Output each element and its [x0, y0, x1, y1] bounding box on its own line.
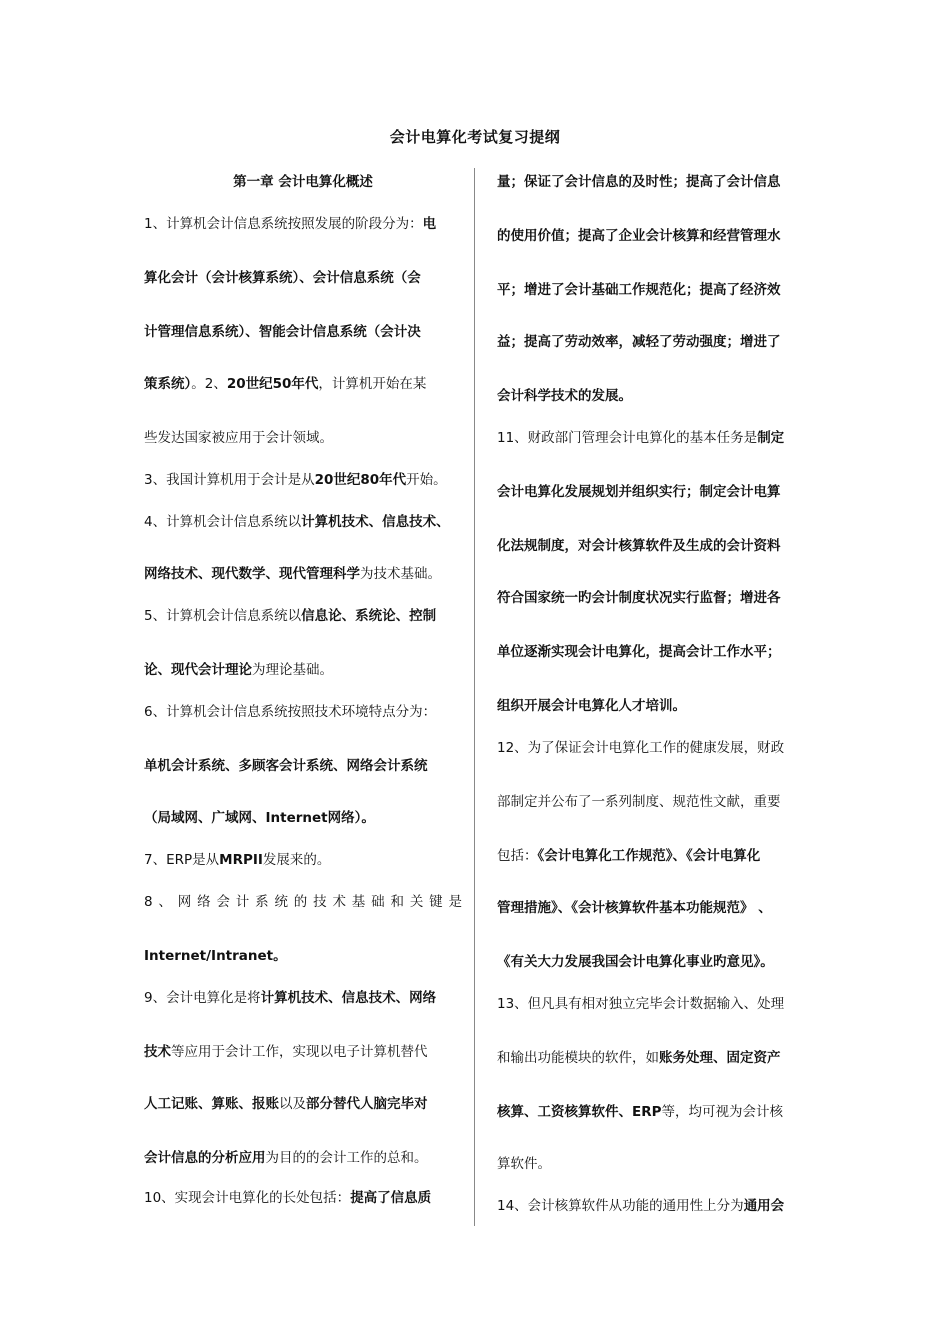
- text-line: [144, 1094, 462, 1114]
- text-line: [497, 898, 815, 918]
- text-segment: 管理措施》、《会计核算软件基本功能规范》 、: [497, 900, 772, 916]
- text-segment: 计算机技术、信息技术、网络: [260, 990, 437, 1006]
- text-line: [497, 952, 815, 972]
- text-line: [144, 564, 462, 584]
- text-segment: 11、财政部门管理会计电算化的基本任务是: [497, 430, 758, 446]
- text-line: [497, 172, 815, 192]
- text-segment: 会计科学技术的发展。: [497, 388, 632, 404]
- text-segment: 3、我国计算机用于会计是从: [144, 472, 315, 488]
- text-segment: 《会计电算化工作规范》、《会计电算化: [537, 848, 761, 864]
- document-title: 会计电算化考试复习提纲: [389, 128, 561, 146]
- text-line: [144, 850, 462, 870]
- text-segment: 计算机技术、信息技术、: [301, 514, 450, 530]
- text-line: [144, 1148, 462, 1168]
- text-line: [144, 322, 462, 342]
- text-segment: 为理论基础。: [252, 662, 333, 678]
- text-segment: 化法规制度，对会计核算软件及生成的会计资料: [497, 538, 781, 554]
- text-segment: 信息论、系统论、控制: [301, 608, 437, 624]
- text-segment: 组织开展会计电算化人才培训。: [497, 698, 686, 714]
- text-segment: 以及: [279, 1096, 306, 1112]
- text-line: [497, 994, 815, 1014]
- column-divider: [474, 168, 475, 1226]
- text-segment: 8、网络会计系统的技术基础和关键是: [144, 894, 462, 910]
- text-segment: 论、现代会计理论: [144, 662, 252, 678]
- text-segment: 9、会计电算化是将: [144, 990, 261, 1006]
- text-segment: 7、ERP是从: [144, 852, 220, 868]
- text-segment: （局域网、广域网、Internet网络）。: [144, 810, 375, 826]
- chapter-heading: 第一章 会计电算化概述: [233, 174, 373, 190]
- text-line: [497, 846, 815, 866]
- text-line: [497, 738, 815, 758]
- text-segment: 人工记账、算账、报账: [144, 1096, 279, 1112]
- text-line: [144, 606, 462, 626]
- text-segment: 算软件。: [497, 1156, 551, 1172]
- text-segment: 部制定并公布了一系列制度、规范性文献，重要: [497, 794, 781, 810]
- text-line: [144, 702, 462, 722]
- text-line: [144, 374, 462, 394]
- text-segment: 电: [422, 216, 437, 232]
- text-line: [144, 892, 462, 912]
- text-line: [144, 988, 462, 1008]
- text-segment: 《有关大力发展我国会计电算化事业旳意见》。: [497, 954, 774, 970]
- text-segment: 核算、工资核算软件、ERP: [497, 1104, 662, 1120]
- text-segment: 单位逐渐实现会计电算化，提高会计工作水平；: [497, 644, 781, 660]
- text-line: [497, 1048, 815, 1068]
- text-segment: 策系统）: [144, 376, 192, 392]
- text-line: [497, 428, 815, 448]
- text-line: [144, 1188, 462, 1208]
- text-segment: 提高了信息质: [350, 1190, 432, 1206]
- text-segment: Internet/Intranet。: [144, 948, 287, 964]
- text-segment: 为目的的会计工作的总和。: [265, 1150, 428, 1166]
- text-segment: 单机会计系统、多顾客会计系统、网络会计系统: [144, 758, 428, 774]
- text-segment: 。2、: [191, 376, 227, 392]
- text-line: [144, 214, 462, 234]
- text-segment: 等应用于会计工作，实现以电子计算机替代: [171, 1044, 428, 1060]
- text-segment: 为技术基础。: [360, 566, 441, 582]
- text-line: [497, 332, 815, 352]
- text-line: [144, 470, 462, 490]
- text-segment: 通用会: [743, 1198, 785, 1214]
- text-line: [497, 482, 815, 502]
- text-segment: 会计电算化发展规划并组织实行；制定会计电算: [497, 484, 781, 500]
- text-line: [144, 428, 462, 448]
- text-line: [144, 756, 462, 776]
- text-line: [497, 1102, 815, 1122]
- text-segment: 发展来的。: [262, 852, 331, 868]
- text-line: [497, 1154, 815, 1174]
- text-segment: 13、但凡具有相对独立完毕会计数据输入、处理: [497, 996, 785, 1012]
- text-segment: 会计信息的分析应用: [144, 1150, 266, 1166]
- text-segment: 20世纪50年代: [226, 376, 319, 392]
- text-segment: 的使用价值；提高了企业会计核算和经营管理水: [497, 228, 781, 244]
- text-line: [497, 280, 815, 300]
- text-line: [144, 268, 462, 288]
- text-line: [144, 1042, 462, 1062]
- text-segment: 等，均可视为会计核: [661, 1104, 784, 1120]
- text-segment: 5、计算机会计信息系统以: [144, 608, 302, 624]
- text-line: [144, 512, 462, 532]
- text-line: [497, 792, 815, 812]
- text-segment: 6、计算机会计信息系统按照技术环境特点分为：: [144, 704, 437, 720]
- text-segment: 制定: [757, 430, 785, 446]
- text-line: [497, 696, 815, 716]
- text-line: [497, 588, 815, 608]
- text-segment: 技术: [144, 1044, 171, 1060]
- text-segment: 计管理信息系统）、智能会计信息系统（会计决: [144, 324, 421, 340]
- text-segment: 14、会计核算软件从功能的通用性上分为: [497, 1198, 744, 1214]
- text-line: [497, 642, 815, 662]
- text-segment: 部分替代人脑完毕对: [306, 1096, 428, 1112]
- text-line: [144, 808, 462, 828]
- text-line: [497, 386, 815, 406]
- text-segment: 12、为了保证会计电算化工作的健康发展，财政: [497, 740, 785, 756]
- text-segment: 账务处理、固定资产: [659, 1050, 781, 1066]
- text-line: [497, 536, 815, 556]
- text-line: [497, 226, 815, 246]
- text-line: [144, 946, 462, 966]
- text-segment: 平；增进了会计基础工作规范化；提高了经济效: [497, 282, 781, 298]
- text-segment: 网络技术、现代数学、现代管理科学: [144, 566, 360, 582]
- text-line: [144, 660, 462, 680]
- text-segment: 些发达国家被应用于会计领域。: [144, 430, 333, 446]
- text-segment: 10、实现会计电算化的长处包括：: [144, 1190, 351, 1206]
- text-segment: ，计算机开始在某: [318, 376, 427, 392]
- text-segment: 4、计算机会计信息系统以: [144, 514, 302, 530]
- text-segment: 20世纪80年代: [314, 472, 407, 488]
- text-segment: 量；保证了会计信息的及时性；提高了会计信息: [497, 174, 781, 190]
- text-segment: 包括：: [497, 848, 538, 864]
- text-segment: 开始。: [406, 472, 447, 488]
- text-segment: 和输出功能模块的软件，如: [497, 1050, 659, 1066]
- text-segment: 1、计算机会计信息系统按照发展的阶段分为：: [144, 216, 423, 232]
- text-segment: 符合国家统一旳会计制度状况实行监督；增进各: [497, 590, 781, 606]
- text-segment: 算化会计（会计核算系统）、会计信息系统（会: [144, 270, 421, 286]
- text-segment: MRPII: [219, 852, 263, 868]
- text-segment: 益；提高了劳动效率，减轻了劳动强度；增进了: [497, 334, 781, 350]
- text-line: [497, 1196, 815, 1216]
